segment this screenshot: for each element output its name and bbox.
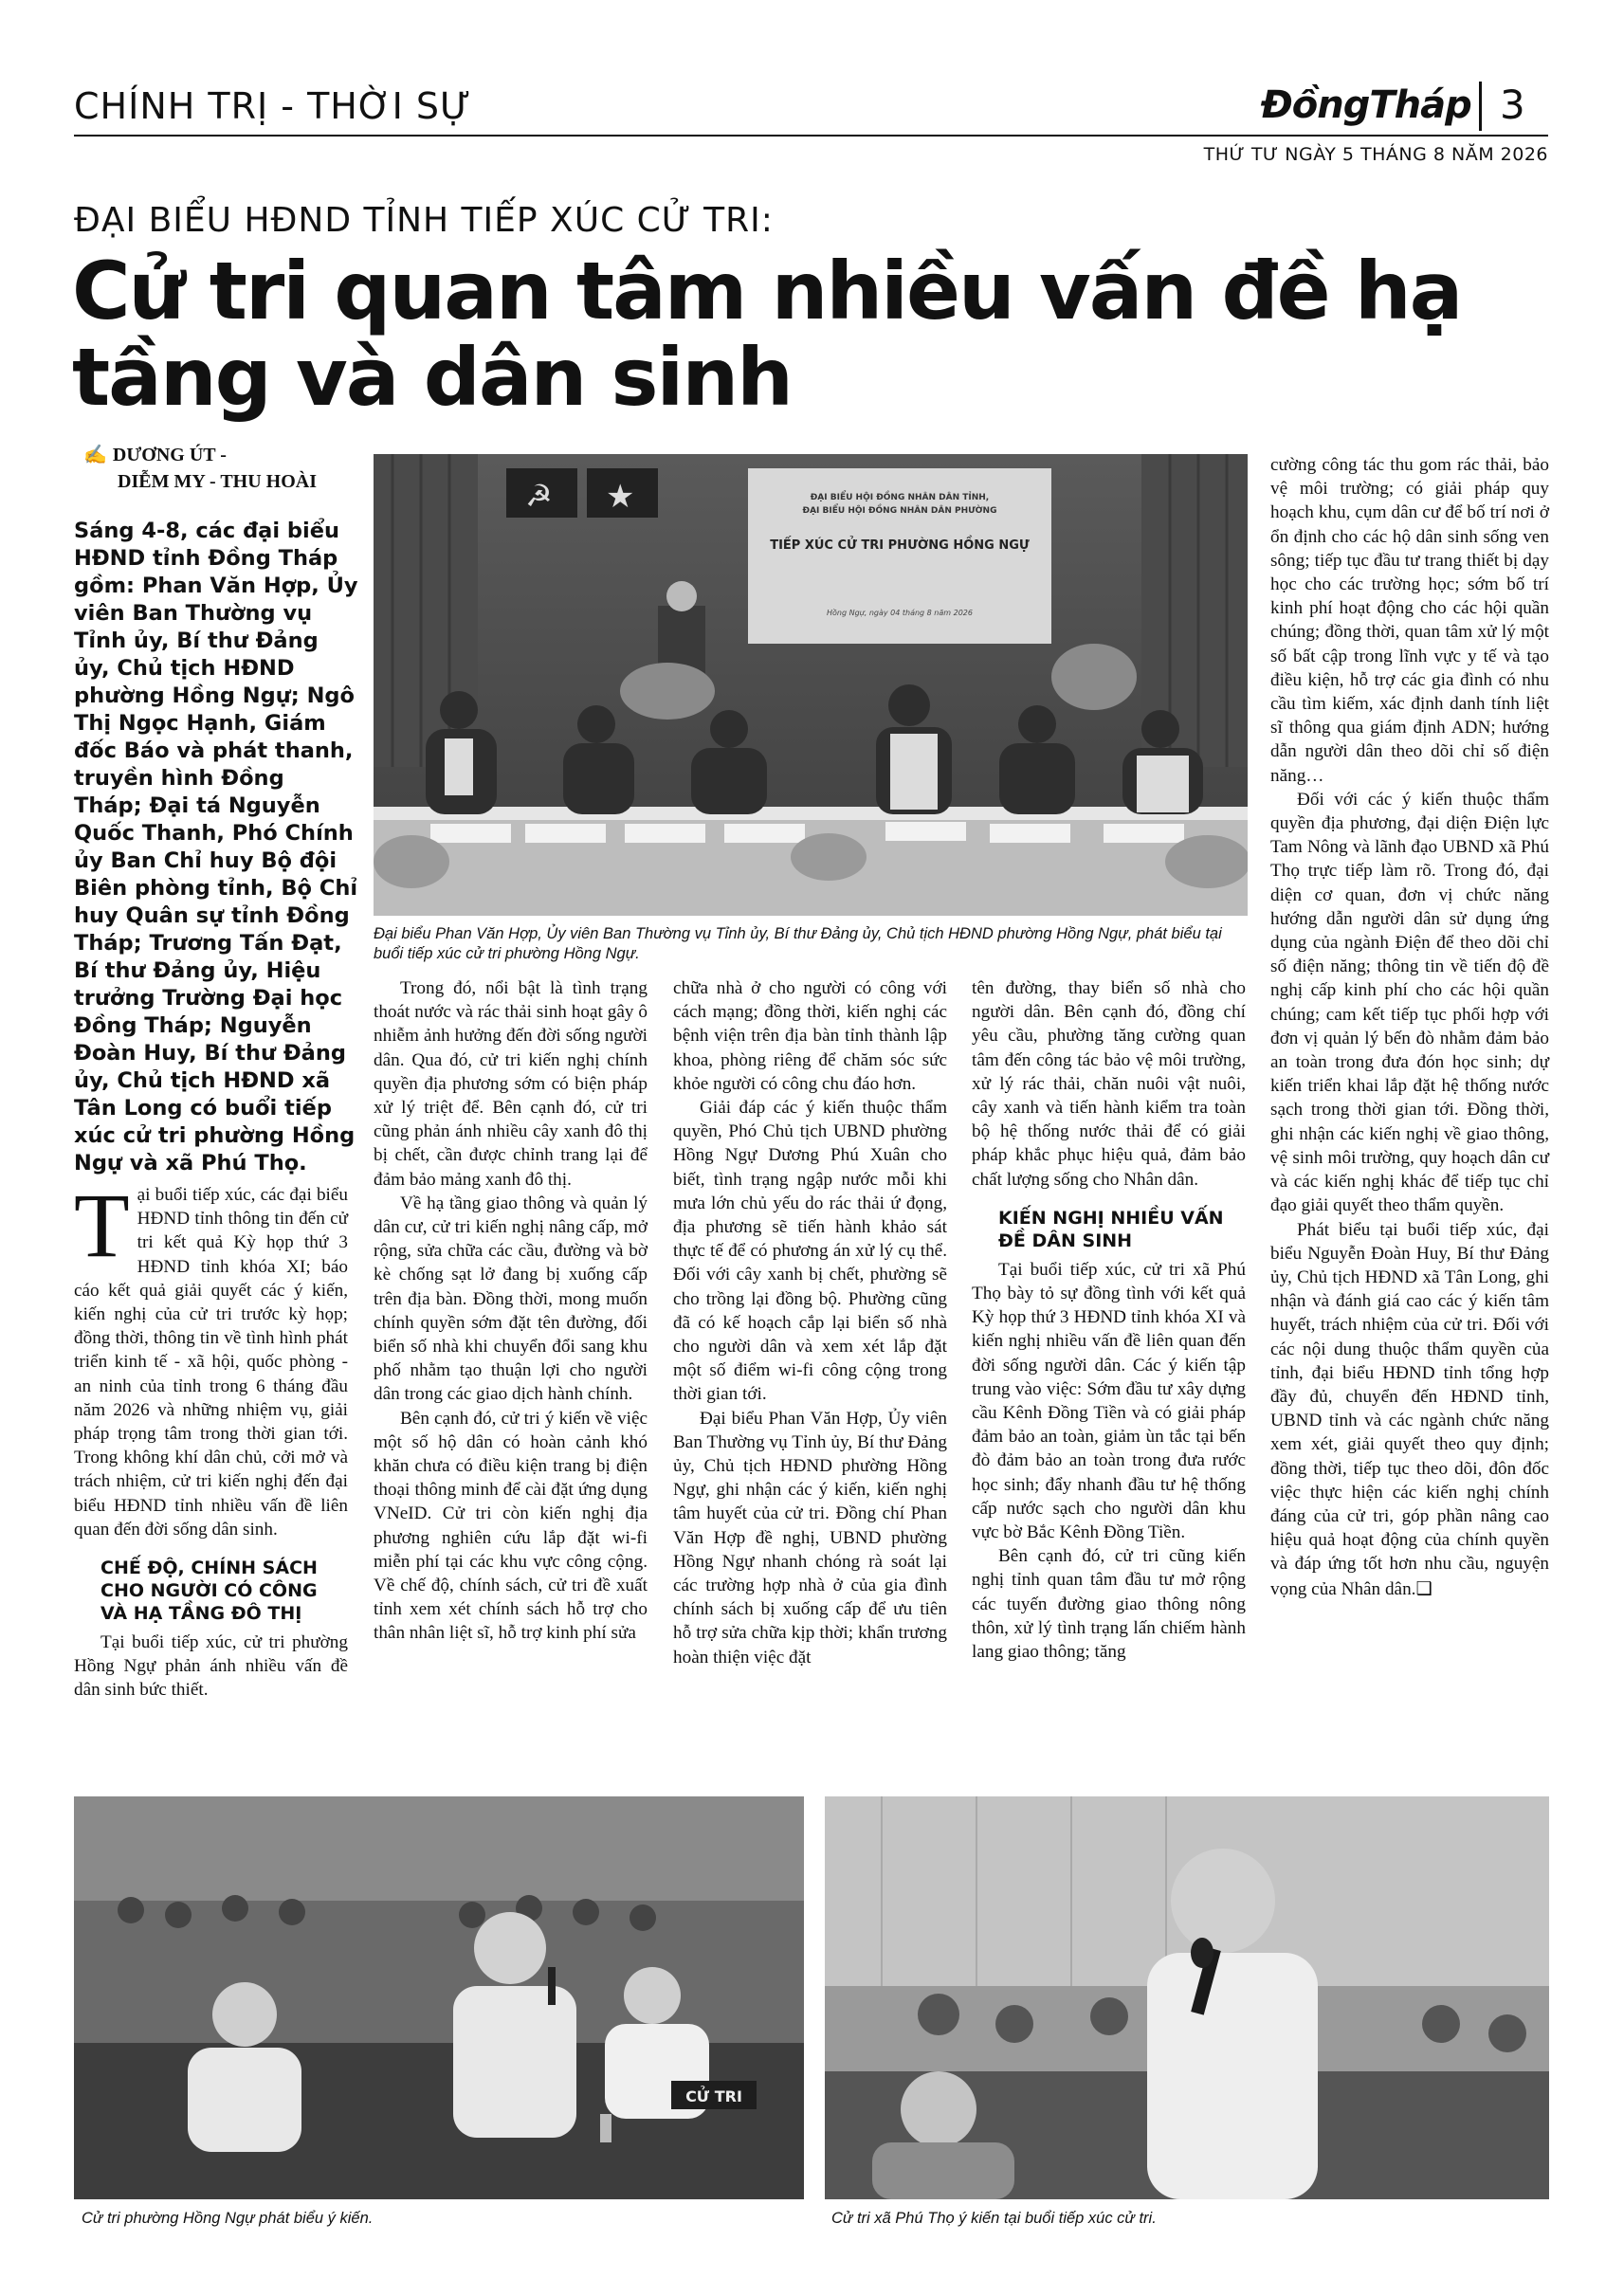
column-4 bbox=[972, 976, 1246, 1664]
issue-date: THỨ TƯ NGÀY 5 THÁNG 8 NĂM 2026 bbox=[1203, 144, 1548, 165]
paragraph-text: Phát biểu tại buổi tiếp xúc, đại biểu Nguyễn Đoàn Huy, Bí thư Đảng ủy, Chủ tịch HĐND xã Tân Long, ghi nhận và đánh giá cao các ý kiến tâm huyết, trách nhiệm của cử tri. Đối với các nội dung thuộc thẩm quyền của tỉnh, đại biểu HĐND tỉnh tổng hợp đầy đủ, chuyển đến HĐND tỉnh, UBND tỉnh và các ngành chức năng xem xét, giải quyết theo quy định; đồng thời, tiếp tục theo dõi, đôn đốc việc thực hiện các kiến nghị chính đáng của cử tri, góp phần nâng cao hiệu quả hoạt động của chính quyền và đáp ứng tốt hơn nhu cầu, nguyện vọng của Nhân dân. bbox=[1270, 1219, 1549, 1599]
bottom-left-photo bbox=[74, 1796, 804, 2199]
voter-sign: CỬ TRI bbox=[685, 2087, 742, 2105]
byline-authors-2: DIỄM MY - THU HOÀI bbox=[118, 471, 317, 492]
banner-line-1: ĐẠI BIỂU HỘI ĐỒNG NHÂN DÂN TỈNH, bbox=[810, 493, 990, 502]
paragraph: Đại biểu Phan Văn Hợp, Ủy viên Ban Thường vụ Tỉnh ủy, Bí thư Đảng ủy, Chủ tịch HĐND phường Hồng Ngự, ghi nhận các ý kiến, kiến nghị tâm huyết của cử tri. Đồng chí Phan Văn Hợp đề nghị, UBND phường Hồng Ngự nhanh chóng rà soát lại các trường hợp nhà ở của gia đình chính sách bị xuống cấp để ưu tiên hỗ trợ sửa chữa kịp thời; khẩn trương hoàn thiện việc đặt bbox=[673, 1408, 947, 1667]
header-divider bbox=[1479, 82, 1482, 131]
paragraph bbox=[1270, 1218, 1549, 1601]
bottom-left-photo-scene bbox=[74, 1796, 804, 2199]
main-photo-scene bbox=[374, 454, 1248, 916]
paragraph: tên đường, thay biển số nhà cho người dân. Bên cạnh đó, đồng chí yêu cầu, phường tăng cường quan tâm đến công tác bảo vệ môi trường, xử lý rác thải, chăn nuôi vật nuôi, cây xanh và tiến hành kiểm tra toàn bộ hệ thống nước thải để có giải pháp khắc phục hiệu quả, đảm bảo chất lượng sống cho Nhân dân. bbox=[972, 978, 1246, 1190]
subhead-policy: CHẾ ĐỘ, CHÍNH SÁCH CHO NGƯỜI CÓ CÔNG VÀ HẠ TẦNG ĐÔ THỊ bbox=[100, 1558, 318, 1625]
column-1 bbox=[74, 1175, 348, 1703]
end-mark-icon: ❑ bbox=[1415, 1576, 1432, 1599]
banner-line-2: ĐẠI BIỂU HỘI ĐỒNG NHÂN DÂN PHƯỜNG bbox=[802, 506, 997, 516]
drop-cap: T bbox=[74, 1175, 130, 1276]
paragraph: Trong đó, nổi bật là tình trạng thoát nước và rác thải sinh hoạt gây ô nhiễm ảnh hưởng đến đời sống người dân. Qua đó, cử tri kiến nghị chính quyền địa phương sớm có biện pháp xử lý triệt để. Bên cạnh đó, cử tri cũng phản ánh nhiều cây xanh đô thị bị chết, cần được chỉnh trang lại để đảm bảo mảng xanh đô thị. bbox=[374, 978, 648, 1190]
banner-title: TIẾP XÚC CỬ TRI PHƯỜNG HỒNG NGỰ bbox=[770, 538, 1030, 553]
paragraph: Đối với các ý kiến thuộc thẩm quyền địa phương, đại diện Điện lực Tam Nông và lãnh đạo UBND xã Phú Thọ trực tiếp làm rõ. Trong đó, đại diện cơ quan, đơn vị chức năng hướng dẫn người dân sử dụng ứng dụng của ngành Điện để theo dõi chỉ số điện năng; thông tin về tiến độ đề nghị cấp kinh phí cho các hội quần chúng; cam kết tiếp tục phối hợp với đơn vị quản lý bến đò nhằm đảm bảo an toàn trong đưa đón học sinh; dự kiến triển khai lắp đặt hệ thống nước sạch trong thời gian tới. Đồng thời, ghi nhận các kiến nghị về giao thông, vệ sinh môi trường, quy hoạch dân cư và các kiến nghị khác để tiếp tục chỉ đạo giải quyết theo thẩm quyền. bbox=[1270, 789, 1549, 1216]
paragraph: Tại buổi tiếp xúc, cử tri xã Phú Thọ bày tỏ sự đồng tình với kết quả Kỳ họp thứ 3 HĐND tỉnh khóa XI và kiến nghị nhiều vấn đề liên quan đến đời sống người dân. Các ý kiến tập trung vào việc: Sớm đầu tư xây dựng cầu Kênh Đồng Tiền và có giải pháp đảm bảo an toàn, giảm ùn tắc tại bến đò đảm bảo an toàn trong đưa rước học sinh; đẩy nhanh đầu tư hệ thống cấp nước sạch cho người dân khu vực bờ Bắc Kênh Đồng Tiền. bbox=[972, 1259, 1246, 1543]
paragraph: Tại buổi tiếp xúc, cử tri phường Hồng Ngự phản ánh nhiều vấn đề dân sinh bức thiết. bbox=[74, 1632, 348, 1701]
bottom-left-caption: Cử tri phường Hồng Ngự phát biểu ý kiến. bbox=[82, 2210, 374, 2227]
pen-icon: ✍ bbox=[83, 445, 107, 465]
section-title: CHÍNH TRỊ - THỜI SỰ bbox=[74, 85, 472, 127]
main-photo bbox=[374, 454, 1248, 916]
paragraph: Bên cạnh đó, cử tri ý kiến về việc một số hộ dân có hoàn cảnh khó khăn chưa có điều kiện trang bị điện thoại thông minh để cài đặt ứng dụng VNeID. Cử tri còn kiến nghị địa phương nghiên cứu lắp đặt wi-fi miễn phí tại các khu vực công cộng. Về chế độ, chính sách, cử tri đề xuất tỉnh xem xét chính sách hỗ trợ cho thân nhân liệt sĩ, hỗ trợ kinh phí sửa bbox=[374, 1408, 648, 1644]
paragraph: Giải đáp các ý kiến thuộc thẩm quyền, Phó Chủ tịch UBND phường Hồng Ngự Dương Phú Xuân cho biết, tình trạng ngập nước mỗi khi mưa lớn chủ yếu do rác thải ứ đọng, địa phương sẽ tiến hành khảo sát thực tế để có phương án xử lý cụ thể. Đối với cây xanh bị chết, phường sẽ cho trồng lại đồng bộ. Phường cũng đã có kế hoạch cắp lại biển số nhà cho người dân và xem xét lắp đặt một số điểm wi-fi công cộng trong thời gian tới. bbox=[673, 1098, 947, 1405]
column-3 bbox=[673, 976, 947, 1669]
paragraph: Về hạ tầng giao thông và quản lý dân cư, cử tri kiến nghị nâng cấp, mở rộng, sửa chữa các cầu, đường và bờ kè chống sạt lở đang bị xuống cấp trên địa bàn. Đồng thời, mong muốn chính quyền sớm đặt tên đường, đối biển số nhà khi chuyển đổi sang khu phố nhằm tạo thuận lợi cho người dân trong các giao dịch hành chính. bbox=[374, 1193, 648, 1405]
page-number: 3 bbox=[1500, 82, 1525, 128]
svg-text:★: ★ bbox=[606, 478, 635, 516]
article-lead: Sáng 4-8, các đại biểu HĐND tỉnh Đồng Tháp gồm: Phan Văn Hợp, Ủy viên Ban Thường vụ Tỉnh ủy, Bí thư Đảng ủy, Chủ tịch HĐND phường Hồng Ngự; Ngô Thị Ngọc Hạnh, Giám đốc Báo và phát thanh, truyền hình Đồng Tháp; Đại tá Nguyễn Quốc Thanh, Phó Chính ủy Ban Chỉ huy Bộ đội Biên phòng tỉnh, Bộ Chỉ huy Quân sự tỉnh Đồng Tháp; Trương Tấn Đạt, Bí thư Đảng ủy, Hiệu trưởng Trường Đại học Đồng Tháp; Nguyễn Đoàn Huy, Bí thư Đảng ủy, Chủ tịch HĐND xã Tân Long có buổi tiếp xúc cử tri phường Hồng Ngự và xã Phú Thọ. bbox=[74, 519, 358, 1175]
bottom-right-photo bbox=[825, 1796, 1549, 2199]
bottom-right-caption: Cử tri xã Phú Thọ ý kiến tại buổi tiếp xúc cử tri. bbox=[831, 2210, 1157, 2227]
column-5 bbox=[1270, 453, 1549, 1601]
paragraph-intro-text: ại buổi tiếp xúc, các đại biểu HĐND tỉnh thông tin đến cử tri kết quả Kỳ họp thứ 3 HĐND tỉnh khóa XI; báo cáo kết quả giải quyết các ý kiến, kiến nghị của cử tri trước kỳ họp; đồng thời, thông tin về tình hình phát triển kinh tế - xã hội, quốc phòng - an ninh của tỉnh trong 6 tháng đầu năm 2026 và những nhiệm vụ, giải pháp trọng tâm trong thời gian tới. Trong không khí dân chủ, cởi mở và trách nhiệm, cử tri kiến nghị đến đại biểu HĐND tỉnh nhiều vấn đề liên quan đến đời sống dân sinh. bbox=[74, 1185, 348, 1540]
paragraph-intro bbox=[74, 1175, 348, 1541]
banner-date: Hồng Ngự, ngày 04 tháng 8 năm 2026 bbox=[827, 609, 973, 617]
byline-authors-1: DƯƠNG ÚT - bbox=[112, 445, 227, 465]
header-rule bbox=[74, 135, 1548, 137]
article-headline: Cử tri quan tâm nhiều vấn đề hạ tầng và dân sinh bbox=[72, 245, 1462, 424]
subhead-livelihood: KIẾN NGHỊ NHIỀU VẤN ĐỀ DÂN SINH bbox=[998, 1207, 1224, 1251]
paragraph: chữa nhà ở cho người có công với cách mạng; đồng thời, kiến nghị các bệnh viện trên địa bàn tỉnh thành lập khoa, phòng riêng để chăm sóc sức khỏe người có công chu đáo hơn. bbox=[673, 978, 947, 1094]
article-kicker: ĐẠI BIỂU HĐND TỈNH TIẾP XÚC CỬ TRI: bbox=[74, 201, 774, 240]
byline bbox=[83, 442, 339, 495]
bottom-right-photo-scene bbox=[825, 1796, 1549, 2199]
newspaper-logo: ĐồngTháp bbox=[1261, 83, 1471, 127]
main-photo-caption: Đại biểu Phan Văn Hợp, Ủy viên Ban Thường vụ Tỉnh ủy, Bí thư Đảng ủy, Chủ tịch HĐND phường Hồng Ngự, phát biểu tại buổi tiếp xúc cử tri phường Hồng Ngự. bbox=[374, 925, 1222, 962]
paragraph: Bên cạnh đó, cử tri cũng kiến nghị tỉnh quan tâm đầu tư mở rộng các tuyến đường giao thông nông thôn, xử lý tình trạng lấn chiếm hành lang giao thông; tăng bbox=[972, 1546, 1246, 1663]
column-2 bbox=[374, 976, 648, 1646]
svg-text:☭: ☭ bbox=[525, 478, 553, 514]
paragraph: cường công tác thu gom rác thải, bảo vệ môi trường; có giải pháp quy hoạch khu, cụm dân cư để bố trí nơi ở ổn định cho các hộ dân sinh sống ven sông; tiếp tục đầu tư trang thiết bị dạy học cho các trường học; sớm bố trí kinh phí hoạt động cho các hội quần chúng; đồng thời, quan tâm xử lý một số bất cập trong lĩnh vực y tế và tạo điều kiện, hỗ trợ các gia đình có nhu cầu tìm kiếm, xác định danh tính liệt sĩ thông qua giám định ADN; hướng dẫn người dân theo dõi chỉ số điện năng… bbox=[1270, 455, 1549, 786]
